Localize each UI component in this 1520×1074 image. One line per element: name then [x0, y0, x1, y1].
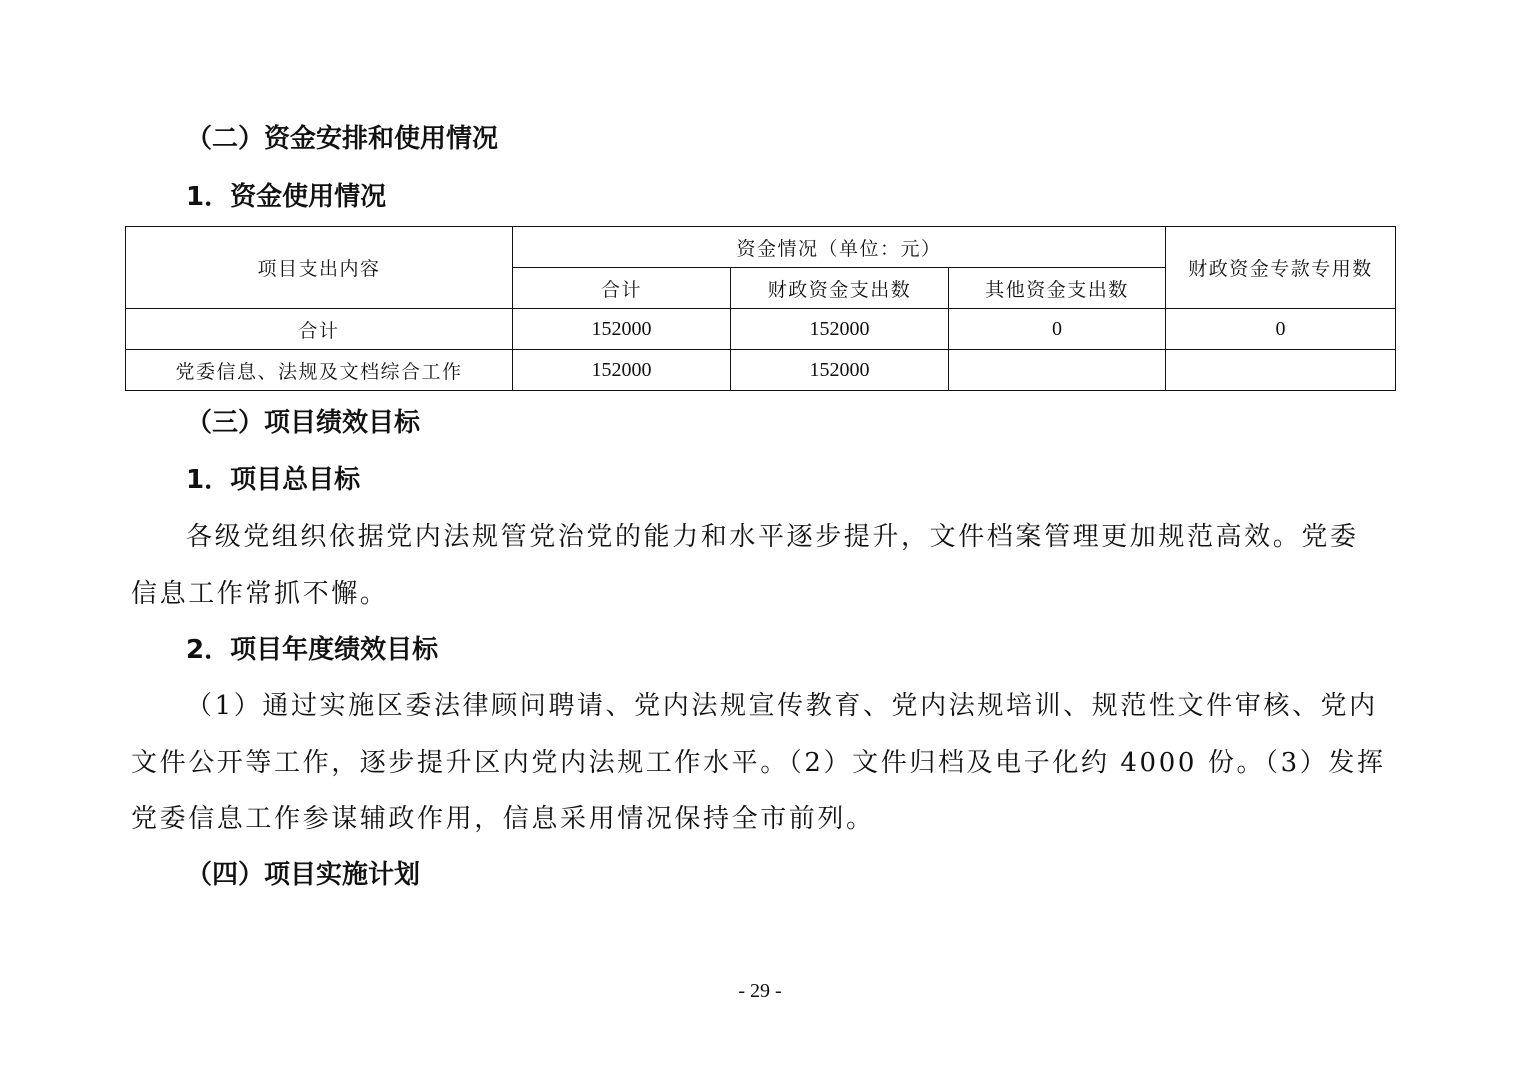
annual-goal-line-2: 文件公开等工作，逐步提升区内党内法规工作水平。（2）文件归档及电子化约 4000 份。（3）发挥 [131, 748, 1386, 778]
overall-goal-line-1: 各级党组织依据党内法规管党治党的能力和水平逐步提升，文件档案管理更加规范高效。党委 [186, 522, 1359, 552]
cell-special: 0 [1166, 309, 1396, 350]
overall-goal-line-2: 信息工作常抓不懈。 [131, 579, 389, 609]
section-heading-implementation-plan: （四）项目实施计划 [186, 860, 421, 890]
cell-other [949, 350, 1166, 391]
header-total: 合计 [513, 268, 731, 309]
section-heading-funding: （二）资金安排和使用情况 [186, 124, 499, 154]
cell-item: 合计 [126, 309, 513, 350]
cell-item: 党委信息、法规及文档综合工作 [126, 350, 513, 391]
cell-total: 152000 [513, 309, 731, 350]
cell-fiscal: 152000 [731, 350, 949, 391]
table-row [126, 350, 1396, 391]
section-heading-performance-goals: （三）项目绩效目标 [186, 408, 421, 438]
header-funds-group: 资金情况（单位：元） [513, 227, 1166, 268]
table-header-row [126, 227, 1396, 268]
subheading-annual-goal: 2．项目年度绩效目标 [186, 635, 439, 665]
annual-goal-line-3: 党委信息工作参谋辅政作用，信息采用情况保持全市前列。 [131, 804, 875, 834]
cell-fiscal: 152000 [731, 309, 949, 350]
subheading-overall-goal: 1．项目总目标 [186, 465, 361, 495]
cell-special [1166, 350, 1396, 391]
header-fiscal-spend: 财政资金支出数 [731, 268, 949, 309]
header-item-content: 项目支出内容 [126, 227, 513, 309]
cell-other: 0 [949, 309, 1166, 350]
annual-goal-line-1: （1）通过实施区委法律顾问聘请、党内法规宣传教育、党内法规培训、规范性文件审核、党内 [186, 691, 1378, 721]
fund-usage-table [125, 226, 1396, 391]
page-number: - 29 - [738, 980, 782, 1002]
cell-total: 152000 [513, 350, 731, 391]
header-other-spend: 其他资金支出数 [949, 268, 1166, 309]
header-special-use: 财政资金专款专用数 [1166, 227, 1396, 309]
table-row [126, 309, 1396, 350]
subheading-fund-usage: 1．资金使用情况 [186, 182, 387, 212]
